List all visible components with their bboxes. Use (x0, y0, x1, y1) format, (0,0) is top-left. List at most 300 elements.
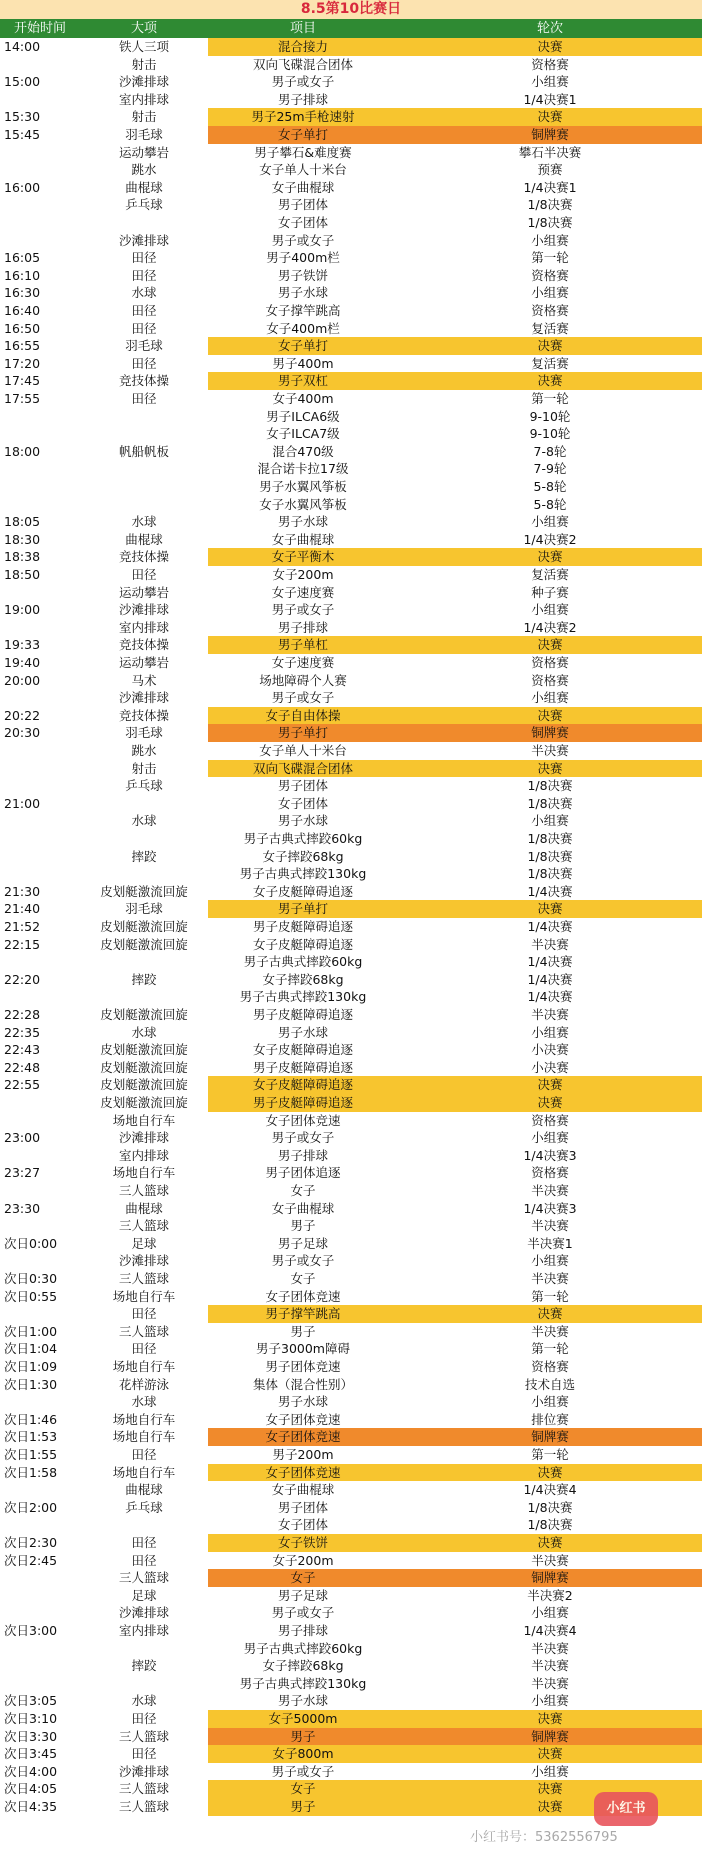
cell-time: 16:55 (4, 338, 41, 354)
cell-sport: 皮划艇激流回旋 (100, 1095, 188, 1110)
cell-time (0, 953, 80, 971)
cell-event: 女子摔跤68kg (262, 848, 344, 864)
table-row (0, 1481, 702, 1499)
cell-sport: 水球 (131, 1693, 157, 1709)
cell-round: 决赛 (398, 1076, 702, 1094)
cell-event: 女子400m (272, 391, 334, 406)
cell-event: 女子团体 (277, 215, 328, 230)
cell-time: 次日2:30 (4, 1535, 58, 1550)
cell-time (0, 1481, 80, 1499)
cell-event: 男子团体 (277, 197, 328, 213)
cell-sport: 田径 (131, 1306, 157, 1322)
cell-event: 女子200m (272, 1552, 334, 1568)
cell-time: 次日1:55 (4, 1447, 58, 1462)
cell-sport: 三人篮球 (118, 1570, 169, 1586)
cell-sport: 皮划艇激流回旋 (100, 1007, 188, 1022)
table-row (0, 1112, 702, 1130)
cell-event: 男子 (290, 1218, 316, 1234)
cell-time: 20:30 (4, 725, 41, 741)
cell-sport (80, 830, 208, 848)
cell-sport: 三人篮球 (118, 1728, 169, 1744)
cell-time (0, 584, 80, 602)
header-sport: 大项 (80, 19, 208, 38)
cell-sport: 场地自行车 (112, 1112, 176, 1128)
table-row (0, 1024, 702, 1042)
cell-event: 女子团体竞速 (208, 1464, 398, 1482)
cell-sport: 足球 (131, 1235, 157, 1251)
table-row (0, 1763, 702, 1781)
cell-event: 男子水球 (277, 514, 328, 530)
cell-event: 男子3000m障碍 (256, 1341, 350, 1357)
cell-sport: 田径 (131, 391, 157, 406)
cell-time (0, 1587, 80, 1605)
cell-sport: 曲棍球 (125, 179, 163, 195)
cell-time (0, 1657, 80, 1675)
cell-time (0, 478, 80, 496)
table-row (0, 1446, 702, 1464)
cell-round: 小组赛 (531, 1130, 569, 1146)
cell-time: 16:10 (4, 267, 41, 283)
cell-time: 次日4:35 (4, 1799, 58, 1814)
cell-round: 第一轮 (531, 1447, 569, 1462)
cell-time (0, 408, 80, 426)
table-row (0, 724, 702, 742)
cell-round: 半决赛 (531, 1640, 569, 1656)
table-row (0, 443, 702, 461)
cell-time (0, 1094, 80, 1112)
cell-time (0, 760, 80, 778)
table-row (0, 760, 702, 778)
cell-time (0, 865, 80, 883)
cell-round: 预赛 (537, 162, 563, 178)
cell-event: 男子 (290, 1323, 316, 1339)
table-row (0, 1569, 702, 1587)
cell-event: 男子 (208, 1798, 398, 1816)
table-row (0, 337, 702, 355)
table-row (0, 1305, 702, 1323)
cell-time: 次日0:00 (4, 1235, 58, 1251)
cell-time: 20:22 (4, 707, 41, 723)
cell-event: 双向飞碟混合团体 (252, 56, 353, 72)
cell-event: 女子曲棍球 (271, 179, 335, 195)
cell-round: 半决赛 (531, 1271, 569, 1286)
cell-sport (80, 478, 208, 496)
cell-round: 5-8轮 (533, 479, 567, 494)
cell-round: 1/4决赛 (527, 954, 573, 970)
cell-round: 1/4决赛1 (523, 179, 577, 195)
table-row (0, 1182, 702, 1200)
cell-time (0, 91, 80, 109)
cell-sport: 场地自行车 (112, 1411, 176, 1427)
cell-sport: 田径 (131, 1711, 157, 1726)
table-row (0, 548, 702, 566)
table-row (0, 1129, 702, 1147)
cell-event: 女子曲棍球 (271, 531, 335, 547)
cell-round: 铜牌赛 (398, 126, 702, 144)
cell-time: 15:00 (4, 74, 41, 90)
cell-round: 铜牌赛 (398, 724, 702, 742)
cell-time: 21:52 (4, 919, 41, 934)
cell-sport: 皮划艇激流回旋 (100, 1042, 188, 1058)
cell-time: 次日1:09 (4, 1359, 58, 1374)
cell-sport: 羽毛球 (125, 725, 163, 741)
cell-event: 男子 (208, 1728, 398, 1746)
cell-sport (80, 988, 208, 1006)
cell-event: 女子团体竞速 (265, 1112, 341, 1128)
cell-event: 男子水球 (277, 1024, 328, 1040)
cell-event: 女子水翼风筝板 (259, 496, 347, 512)
table-row (0, 1710, 702, 1728)
cell-round: 1/8决赛 (527, 1499, 573, 1515)
cell-time: 22:48 (4, 1059, 41, 1075)
cell-event: 女子速度赛 (271, 655, 335, 670)
cell-round: 小组赛 (531, 1763, 569, 1779)
cell-round: 1/4决赛1 (523, 91, 577, 107)
cell-event: 场地障碍个人赛 (259, 672, 347, 688)
cell-event: 男子团体 (277, 778, 328, 794)
cell-time (0, 496, 80, 514)
cell-event: 男子皮艇障碍追逐 (252, 1059, 353, 1075)
cell-event: 男子皮艇障碍追逐 (252, 919, 353, 934)
table-row (0, 1640, 702, 1658)
cell-sport: 曲棍球 (125, 1200, 163, 1216)
table-row (0, 1411, 702, 1429)
cell-sport: 田径 (131, 250, 157, 266)
cell-time: 18:38 (4, 549, 41, 565)
cell-event: 男子水球 (277, 1693, 328, 1709)
table-row (0, 900, 702, 918)
cell-round: 决赛 (398, 760, 702, 778)
cell-event: 女子单人十米台 (259, 162, 347, 178)
cell-round: 第一轮 (531, 250, 569, 266)
table-row (0, 830, 702, 848)
cell-event: 男子古典式摔跤130kg (239, 1675, 367, 1691)
table-row (0, 1604, 702, 1622)
cell-sport: 沙滩排球 (118, 1130, 169, 1146)
table-row (0, 196, 702, 214)
cell-round: 小决赛 (531, 1059, 569, 1075)
table-row (0, 936, 702, 954)
cell-round: 1/4决赛2 (523, 619, 577, 635)
cell-sport: 竞技体操 (118, 707, 169, 723)
cell-sport: 羽毛球 (125, 338, 163, 354)
cell-sport: 田径 (131, 1535, 157, 1550)
cell-sport (80, 1516, 208, 1534)
cell-round: 1/4决赛3 (523, 1147, 577, 1163)
cell-event: 男子排球 (277, 1147, 328, 1163)
cell-event: 男子单杠 (208, 636, 398, 654)
cell-time: 16:40 (4, 303, 41, 318)
cell-event: 女子皮艇障碍追逐 (252, 1042, 353, 1058)
cell-event: 男子古典式摔跤130kg (239, 866, 367, 882)
cell-sport: 沙滩排球 (118, 1763, 169, 1779)
cell-time (0, 830, 80, 848)
cell-sport: 皮划艇激流回旋 (100, 1059, 188, 1075)
cell-sport: 室内排球 (118, 1147, 169, 1163)
cell-round: 决赛 (398, 38, 702, 56)
cell-round: 1/4决赛3 (523, 1200, 577, 1216)
cell-event: 男子400m栏 (266, 250, 340, 266)
cell-round: 决赛 (398, 337, 702, 355)
cell-round: 资格赛 (531, 1359, 569, 1374)
cell-round: 决赛 (398, 900, 702, 918)
cell-round: 小组赛 (531, 1394, 569, 1410)
cell-round: 半决赛 (531, 1183, 569, 1198)
cell-round: 7-8轮 (533, 443, 567, 459)
cell-event: 女子5000m (208, 1710, 398, 1728)
cell-round: 铜牌赛 (398, 1569, 702, 1587)
cell-sport (80, 865, 208, 883)
cell-round: 小组赛 (531, 285, 569, 301)
cell-round: 半决赛1 (527, 1235, 573, 1251)
cell-event: 女子800m (208, 1745, 398, 1763)
cell-time: 次日3:30 (4, 1728, 58, 1744)
cell-event: 男子400m (272, 355, 334, 371)
xiaohongshu-logo (594, 1792, 658, 1826)
cell-sport: 田径 (131, 303, 157, 318)
cell-round: 半决赛 (531, 1007, 569, 1022)
cell-round: 7-9轮 (533, 461, 567, 477)
cell-round: 9-10轮 (529, 426, 571, 442)
cell-time (0, 619, 80, 637)
cell-round: 资格赛 (531, 267, 569, 283)
table-row (0, 1200, 702, 1218)
table-row (0, 1041, 702, 1059)
cell-event: 男子或女子 (271, 690, 335, 706)
cell-sport: 乒乓球 (125, 778, 163, 794)
cell-time: 次日3:45 (4, 1746, 58, 1762)
cell-sport: 三人篮球 (118, 1799, 169, 1814)
cell-round: 种子赛 (531, 584, 569, 600)
cell-round: 小决赛 (531, 1042, 569, 1058)
table-row (0, 1622, 702, 1640)
cell-sport (80, 795, 208, 813)
cell-sport: 沙滩排球 (118, 602, 169, 618)
table-row (0, 672, 702, 690)
cell-time: 22:20 (4, 971, 41, 987)
cell-time: 16:50 (4, 320, 41, 336)
cell-sport: 三人篮球 (118, 1323, 169, 1339)
cell-round: 资格赛 (531, 1165, 569, 1181)
cell-event: 男子或女子 (271, 1763, 335, 1779)
cell-time: 21:40 (4, 901, 41, 917)
cell-sport: 羽毛球 (125, 901, 163, 917)
cell-sport: 三人篮球 (118, 1183, 169, 1198)
cell-event: 男子皮艇障碍追逐 (208, 1094, 398, 1112)
cell-sport: 场地自行车 (112, 1288, 176, 1304)
table-row (0, 1428, 702, 1446)
cell-event: 女子曲棍球 (271, 1200, 335, 1216)
cell-time: 16:05 (4, 250, 41, 266)
cell-sport: 场地自行车 (112, 1165, 176, 1181)
table-row (0, 971, 702, 989)
cell-sport (80, 953, 208, 971)
cell-event: 混合接力 (208, 38, 398, 56)
table-row (0, 513, 702, 531)
cell-time (0, 848, 80, 866)
cell-event: 女子 (290, 1271, 316, 1286)
cell-event: 女子ILCA7级 (266, 426, 340, 442)
cell-round: 决赛 (398, 707, 702, 725)
cell-sport: 水球 (131, 285, 157, 301)
cell-event: 女子 (290, 1183, 316, 1198)
cell-round: 小组赛 (531, 813, 569, 829)
cell-event: 男子200m (272, 1447, 334, 1462)
cell-round: 半决赛2 (527, 1587, 573, 1603)
table-row (0, 953, 702, 971)
cell-time: 次日1:53 (4, 1429, 58, 1445)
cell-sport: 沙滩排球 (118, 690, 169, 706)
cell-time: 17:45 (4, 373, 41, 389)
cell-sport: 水球 (131, 813, 157, 829)
cell-sport: 水球 (131, 1394, 157, 1410)
cell-time: 次日1:04 (4, 1341, 58, 1357)
cell-time (0, 1217, 80, 1235)
cell-sport: 马术 (131, 672, 157, 688)
cell-sport: 花样游泳 (118, 1376, 169, 1392)
cell-sport: 皮划艇激流回旋 (100, 883, 188, 899)
cell-time (0, 1252, 80, 1270)
cell-time (0, 689, 80, 707)
cell-time: 次日3:10 (4, 1711, 58, 1726)
header-round: 轮次 (398, 19, 702, 38)
cell-event: 男子排球 (277, 619, 328, 635)
table-row (0, 848, 702, 866)
cell-round: 决赛 (398, 1305, 702, 1323)
cell-time: 16:30 (4, 285, 41, 301)
cell-event: 男子单打 (208, 900, 398, 918)
cell-sport: 乒乓球 (125, 1499, 163, 1515)
cell-time: 次日0:55 (4, 1288, 58, 1304)
cell-round: 决赛 (398, 636, 702, 654)
cell-round: 1/8决赛 (527, 866, 573, 882)
table-row (0, 1552, 702, 1570)
cell-event: 女子 (208, 1780, 398, 1798)
cell-sport: 铁人三项 (118, 39, 169, 54)
cell-round: 1/8决赛 (527, 778, 573, 794)
cell-sport: 足球 (131, 1587, 157, 1603)
cell-time (0, 144, 80, 162)
cell-event: 女子400m栏 (266, 320, 340, 336)
table-row (0, 865, 702, 883)
cell-time: 20:00 (4, 672, 41, 688)
table-row (0, 355, 702, 373)
cell-time: 19:00 (4, 602, 41, 618)
cell-round: 1/4决赛 (527, 989, 573, 1005)
cell-event: 女子团体竞速 (265, 1288, 341, 1304)
cell-time: 15:30 (4, 109, 41, 125)
cell-sport: 射击 (131, 760, 157, 776)
cell-time: 22:28 (4, 1007, 41, 1022)
cell-sport: 沙滩排球 (118, 74, 169, 90)
cell-time: 次日4:00 (4, 1763, 58, 1779)
table-row (0, 707, 702, 725)
table-row (0, 1147, 702, 1165)
cell-round: 小组赛 (531, 1605, 569, 1621)
cell-event: 男子水翼风筝板 (259, 479, 347, 494)
cell-time: 19:40 (4, 655, 41, 670)
cell-time: 16:00 (4, 179, 41, 195)
cell-event: 男子双杠 (208, 372, 398, 390)
cell-round: 第一轮 (531, 1341, 569, 1357)
cell-event: 男子水球 (277, 813, 328, 829)
table-row (0, 1076, 702, 1094)
cell-time: 19:33 (4, 637, 41, 653)
cell-event: 女子撑竿跳高 (265, 303, 341, 318)
cell-time (0, 1569, 80, 1587)
table-row (0, 1675, 702, 1693)
table-row (0, 73, 702, 91)
table-row (0, 1657, 702, 1675)
cell-time: 次日0:30 (4, 1271, 58, 1286)
cell-sport: 三人篮球 (118, 1781, 169, 1797)
schedule-title: 8.5第10比赛日 (0, 0, 702, 19)
table-row (0, 1217, 702, 1235)
cell-event: 女子单打 (208, 337, 398, 355)
cell-event: 女子团体 (277, 1517, 328, 1533)
cell-event: 女子200m (272, 567, 334, 582)
table-row (0, 179, 702, 197)
cell-event: 混合诺卡拉17级 (257, 461, 349, 477)
table-row (0, 1376, 702, 1394)
table-row (0, 1516, 702, 1534)
cell-round: 9-10轮 (529, 408, 571, 424)
cell-event: 男子或女子 (271, 1253, 335, 1269)
cell-sport: 曲棍球 (125, 531, 163, 547)
cell-sport: 运动攀岩 (118, 584, 169, 600)
table-row (0, 1323, 702, 1341)
cell-event: 男子足球 (277, 1235, 328, 1251)
cell-round: 复活赛 (531, 355, 569, 371)
cell-sport: 射击 (131, 56, 157, 72)
table-row (0, 1464, 702, 1482)
cell-round: 1/4决赛2 (523, 531, 577, 547)
cell-time: 22:35 (4, 1024, 41, 1040)
cell-sport: 竞技体操 (118, 637, 169, 653)
cell-round: 铜牌赛 (398, 1428, 702, 1446)
cell-round: 小组赛 (531, 514, 569, 530)
cell-time: 22:55 (4, 1077, 41, 1093)
table-row (0, 249, 702, 267)
table-row (0, 1235, 702, 1253)
table-row (0, 108, 702, 126)
cell-sport: 室内排球 (118, 619, 169, 635)
cell-round: 攀石半决赛 (518, 144, 582, 160)
cell-time: 次日1:30 (4, 1376, 58, 1392)
cell-round: 决赛 (398, 1094, 702, 1112)
cell-sport: 运动攀岩 (118, 144, 169, 160)
table-row (0, 284, 702, 302)
cell-event: 女子单打 (208, 126, 398, 144)
cell-round: 小组赛 (531, 74, 569, 90)
cell-sport (80, 408, 208, 426)
cell-sport: 场地自行车 (112, 1464, 176, 1480)
cell-time: 次日3:00 (4, 1623, 58, 1638)
cell-round: 复活赛 (531, 320, 569, 336)
cell-time: 17:20 (4, 355, 41, 371)
cell-event: 女子 (208, 1569, 398, 1587)
table-row (0, 161, 702, 179)
cell-sport (80, 1675, 208, 1693)
cell-event: 女子自由体操 (208, 707, 398, 725)
table-row (0, 38, 702, 56)
table-row (0, 1534, 702, 1552)
cell-sport: 跳水 (131, 743, 157, 758)
table-row (0, 232, 702, 250)
cell-event: 男子ILCA6级 (266, 408, 340, 424)
table-row (0, 812, 702, 830)
cell-time: 22:15 (4, 936, 41, 952)
